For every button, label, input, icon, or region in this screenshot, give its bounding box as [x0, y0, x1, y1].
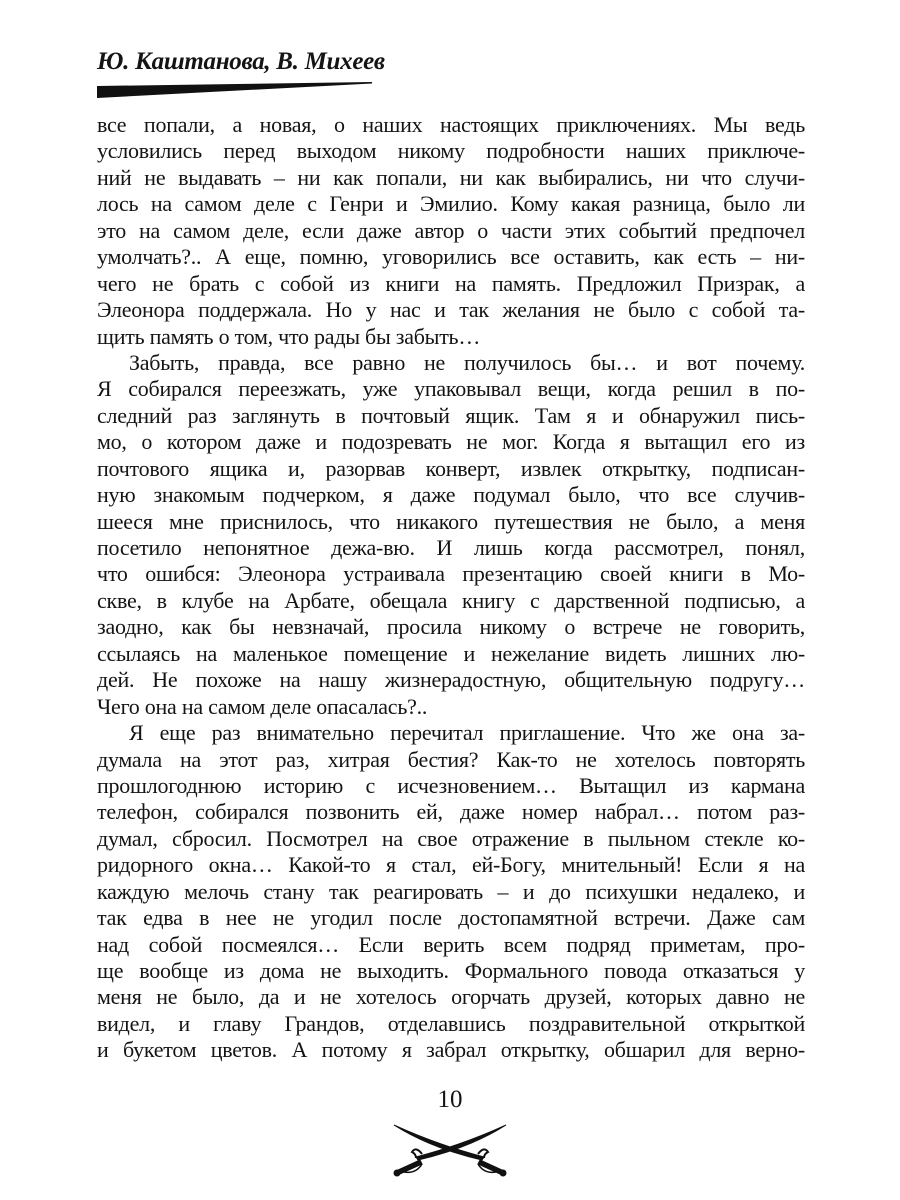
text-line: мо, о котором даже и подозревать не мог. Когда я вытащил его из — [97, 429, 805, 455]
text-line: это на самом деле, если даже автор о части этих событий предпочел — [97, 217, 805, 243]
text-line: прошлогоднюю историю с исчезновением… Вытащил из кармана — [97, 772, 805, 798]
text-line: скве, в клубе на Арбате, обещала книгу с дарственной подписью, а — [97, 587, 805, 613]
text-line: ную знакомым подчерком, я даже подумал было, что все случив- — [97, 482, 805, 508]
text-line: Я еще раз внимательно перечитал приглашение. Что же она за- — [129, 720, 805, 746]
text-line: ний не выдавать – ни как попали, ни как выбирались, ни что случи- — [97, 164, 805, 190]
text-line: Забыть, правда, все равно не получилось бы… и вот почему. — [129, 349, 805, 375]
text-line: Чего она на самом деле опасалась?.. — [97, 693, 428, 719]
page-number: 10 — [437, 1086, 463, 1113]
running-header-authors: Ю. Каштанова, В. Михеев — [97, 48, 385, 75]
text-line: и букетом цветов. А потому я забрал открытку, обшарил для верно- — [97, 1037, 805, 1063]
text-line: думала на этот раз, хитрая бестия? Как-то не хотелось повторять — [97, 746, 805, 772]
text-line: думал, сбросил. Посмотрел на свое отражение в пыльном стекле ко- — [97, 825, 805, 851]
crossed-sabers-icon — [390, 1120, 510, 1180]
text-line: умолчать?.. А еще, помню, уговорились все оставить, как есть – ни- — [97, 244, 805, 270]
text-line: ридорного окна… Какой-то я стал, ей-Богу, мнительный! Если я на — [97, 852, 805, 878]
text-line: меня не было, да и не хотелось огорчать друзей, которых давно не — [97, 984, 805, 1010]
header-rule-wedge — [97, 82, 377, 100]
text-line: каждую мелочь стану так реагировать – и до психушки недалеко, и — [97, 878, 805, 904]
text-line: условились перед выходом никому подробности наших приключе- — [97, 138, 805, 164]
text-line: заодно, как бы невзначай, просила никому о встрече не говорить, — [97, 614, 805, 640]
text-line: шееся мне приснилось, что никакого путешествия не было, а меня — [97, 508, 805, 534]
text-line: ссылаясь на маленькое помещение и нежелание видеть лишних лю- — [97, 640, 805, 666]
text-line: видел, и главу Грандов, отделавшись поздравительной открыткой — [97, 1010, 805, 1036]
text-line: что ошибся: Элеонора устраивала презентацию своей книги в Мо- — [97, 561, 805, 587]
text-line: дей. Не похоже на нашу жизнерадостную, общительную подругу… — [97, 667, 805, 693]
text-line: все попали, а новая, о наших настоящих приключениях. Мы ведь — [97, 112, 805, 137]
text-line: чего не брать с собой из книги на память. Предложил Призрак, а — [97, 270, 805, 296]
text-line: щить память о том, что рады бы забыть… — [97, 323, 481, 349]
text-line: следний раз заглянуть в почтовый ящик. Там я и обнаружил пись- — [97, 402, 805, 428]
text-line: лось на самом деле с Генри и Эмилио. Кому какая разница, было ли — [97, 191, 805, 217]
text-line: ще вообще из дома не выходить. Формального повода отказаться у — [97, 958, 805, 983]
page-body-text — [97, 112, 805, 1064]
text-line: Я собирался переезжать, уже упаковывал вещи, когда решил в по- — [97, 376, 805, 402]
text-line: посетило непонятное дежа-вю. И лишь когда рассмотрел, понял, — [97, 535, 805, 560]
text-line: Элеонора поддержала. Но у нас и так желания не было с собой та- — [97, 297, 805, 323]
text-line: над собой посмеялся… Если верить всем подряд приметам, про- — [97, 931, 805, 957]
text-line: почтового ящика и, разорвав конверт, извлек открытку, подписан- — [97, 455, 805, 481]
text-line: телефон, собирался позвонить ей, даже номер набрал… потом раз- — [97, 799, 805, 825]
text-line: так едва в нее не угодил после достопамятной встречи. Даже сам — [97, 905, 805, 931]
